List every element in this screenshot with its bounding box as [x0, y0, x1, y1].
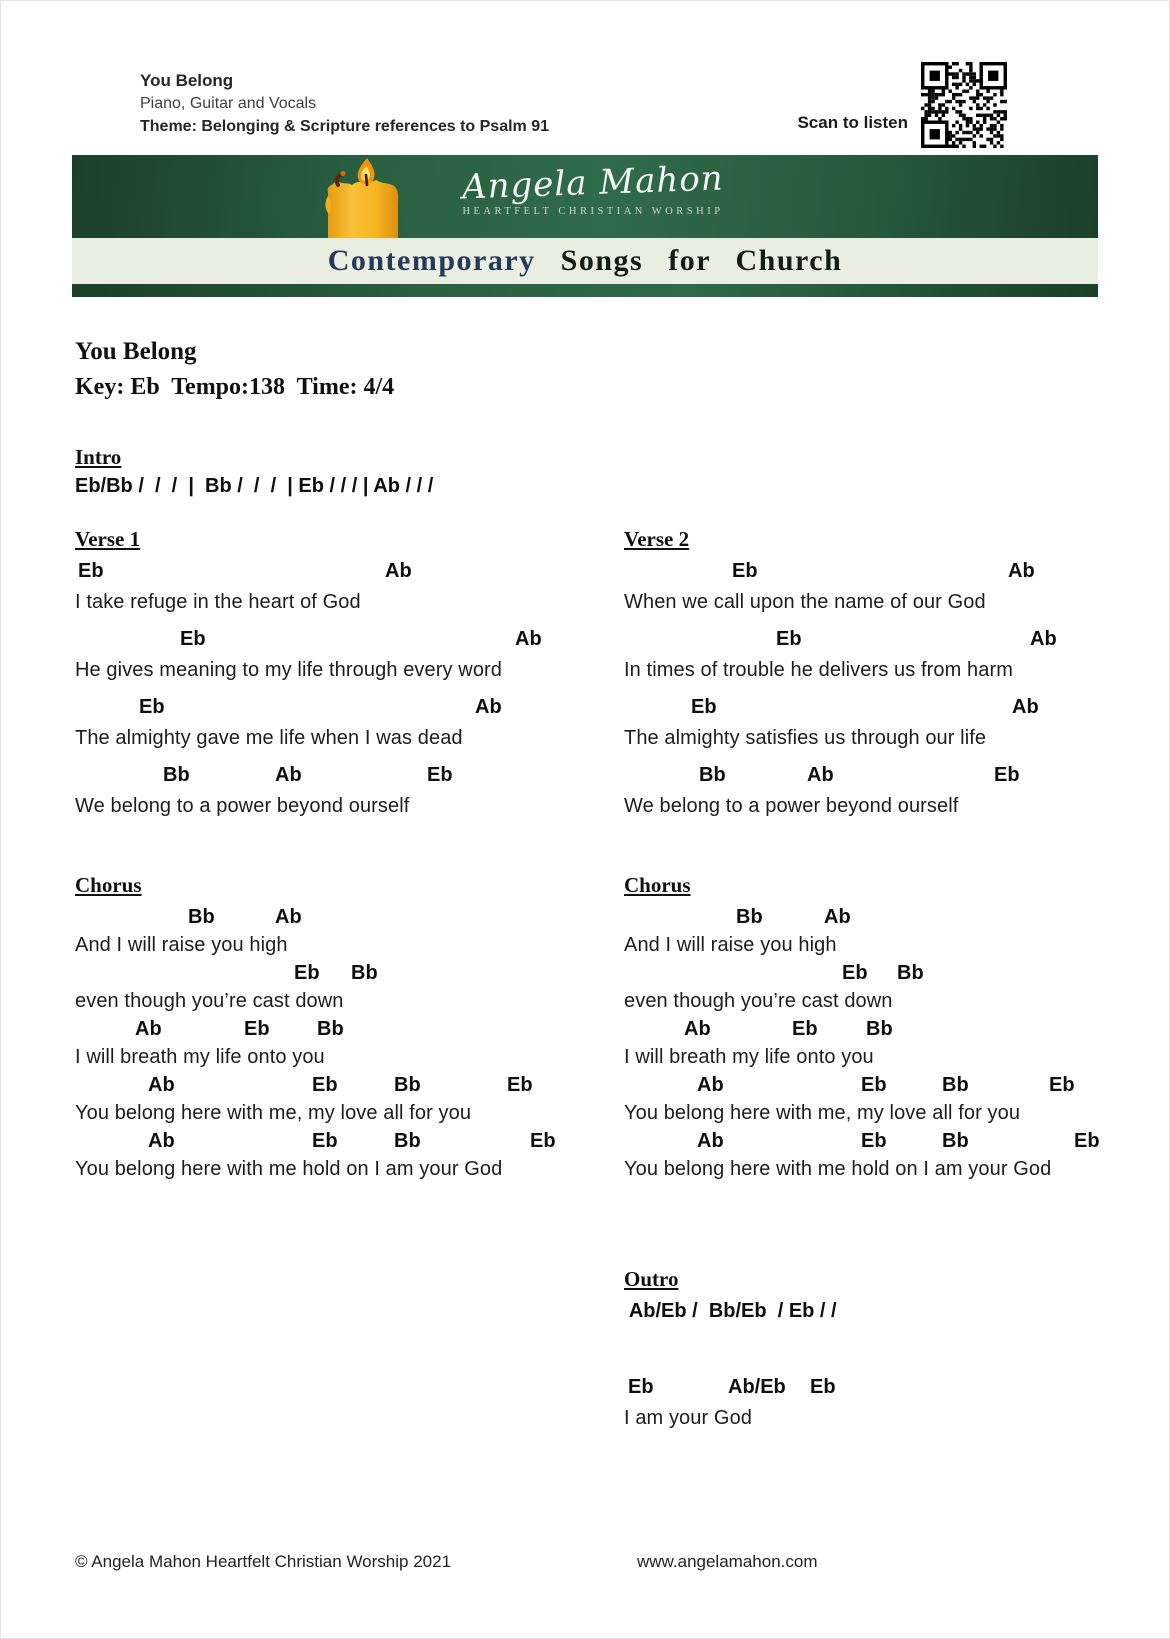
lyric-line: You belong here with me hold on I am your God: [75, 1158, 503, 1180]
chord-line: [75, 764, 575, 795]
lyric-line: I am your God: [624, 1407, 753, 1429]
chord: Ab: [475, 696, 502, 718]
chord: Ab: [275, 906, 302, 928]
chord: Bb: [188, 906, 215, 928]
chord: Eb: [861, 1074, 887, 1096]
chord: Ab/Eb: [728, 1376, 786, 1398]
chord: Eb: [312, 1130, 338, 1152]
chord: Eb: [139, 696, 165, 718]
lyric-line: even though you’re cast down: [75, 990, 344, 1012]
chord: Bb: [394, 1074, 421, 1096]
chord: Ab: [697, 1074, 724, 1096]
chord-line: [75, 1074, 575, 1102]
chord: Eb: [776, 628, 802, 650]
lyric-line: You belong here with me hold on I am your God: [624, 1158, 1052, 1180]
series-title-part2: Songs for Church: [560, 244, 843, 277]
qr-code: [921, 62, 1007, 148]
brand-block: [80, 158, 1106, 217]
chord-line: [624, 962, 1124, 990]
lyric-line: I will breath my life onto you: [75, 1046, 325, 1068]
scan-to-listen-label: Scan to listen: [797, 113, 908, 132]
chord: Ab: [807, 764, 834, 786]
banner-top-band: [72, 155, 1098, 238]
chord: Eb: [507, 1074, 533, 1096]
chord: Ab: [697, 1130, 724, 1152]
chord: Eb: [530, 1130, 556, 1152]
chord: Bb: [736, 906, 763, 928]
lyric-line: I will breath my life onto you: [624, 1046, 874, 1068]
chord: Bb: [942, 1130, 969, 1152]
chord: Ab: [275, 764, 302, 786]
chord: Eb: [294, 962, 320, 984]
chord: Eb: [1049, 1074, 1075, 1096]
lyric-line: And I will raise you high: [75, 934, 288, 956]
section-heading: Verse 1: [75, 527, 141, 551]
chord-line: [75, 1130, 575, 1158]
song-section: [624, 872, 1124, 1186]
chord-line: [75, 696, 575, 727]
chord: Bb: [897, 962, 924, 984]
footer-copyright: © Angela Mahon Heartfelt Christian Worship 2021: [75, 1552, 452, 1571]
chord: Eb: [842, 962, 868, 984]
chord: Eb: [861, 1130, 887, 1152]
chord: Eb: [78, 560, 104, 582]
chord: Ab: [515, 628, 542, 650]
intro-chord-line: Eb/Bb / / / | Bb / / / | Eb / / / | Ab / / /: [75, 475, 434, 497]
song-section: [624, 1266, 1124, 1444]
lyric-line: The almighty gave me life when I was dead: [75, 727, 463, 749]
lyric-line: even though you’re cast down: [624, 990, 893, 1012]
chord: Bb: [942, 1074, 969, 1096]
chord: Eb: [1074, 1130, 1100, 1152]
song-section: [75, 526, 575, 832]
meta-theme: Theme: Belonging & Scripture references to Psalm 91: [140, 118, 550, 135]
chord: Eb: [732, 560, 758, 582]
lyric-line: In times of trouble he delivers us from harm: [624, 659, 1013, 681]
chord: Ab: [684, 1018, 711, 1040]
chord: Bb: [163, 764, 190, 786]
footer-website: www.angelamahon.com: [637, 1552, 818, 1571]
chord-line: [624, 1074, 1124, 1102]
chord-line: [624, 560, 1124, 591]
chord: Ab: [824, 906, 851, 928]
chord: Ab: [1012, 696, 1039, 718]
chord-line: [624, 764, 1124, 795]
lyric-line: And I will raise you high: [624, 934, 837, 956]
lyric-line: When we call upon the name of our God: [624, 591, 986, 613]
section-heading: Verse 2: [624, 527, 690, 551]
chord: Ab: [1008, 560, 1035, 582]
section-heading: Chorus: [624, 873, 691, 897]
chord-line: [624, 628, 1124, 659]
section-heading: Chorus: [75, 873, 142, 897]
banner-bottom-strip: [72, 284, 1098, 297]
chord: Eb: [180, 628, 206, 650]
chord: Eb: [427, 764, 453, 786]
meta-instrumentation: Piano, Guitar and Vocals: [140, 95, 317, 112]
lyric-line: We belong to a power beyond ourself: [624, 795, 959, 817]
chord-line: [75, 628, 575, 659]
section-heading: Intro: [75, 445, 122, 469]
column-right: [624, 526, 1124, 1444]
chord-line: [75, 906, 575, 934]
chord: Eb: [244, 1018, 270, 1040]
chord-line: [624, 906, 1124, 934]
chord: Ab: [135, 1018, 162, 1040]
banner-light-band: [72, 238, 1098, 284]
series-title-part1: Contemporary: [327, 244, 561, 277]
brand-banner: [72, 155, 1098, 297]
lyric-line: He gives meaning to my life through every word: [75, 659, 503, 681]
column-left: [75, 526, 575, 1186]
chord-line: [624, 1376, 1124, 1407]
chord-line: [75, 1018, 575, 1046]
brand-tagline: HEARTFELT CHRISTIAN WORSHIP: [462, 206, 724, 217]
meta-song-title: You Belong: [140, 71, 234, 90]
song-title: You Belong: [75, 338, 197, 365]
chord: Eb: [792, 1018, 818, 1040]
chord-line: [75, 962, 575, 990]
chord: Ab: [385, 560, 412, 582]
chord: Bb: [699, 764, 726, 786]
chord-line: [624, 1130, 1124, 1158]
chord-line: [75, 560, 575, 591]
section-heading: Outro: [624, 1267, 679, 1291]
chord: Eb: [810, 1376, 836, 1398]
chord-line: [624, 1018, 1124, 1046]
lyric-line: I take refuge in the heart of God: [75, 591, 361, 613]
intro-section: [75, 444, 433, 498]
chord: Ab: [1030, 628, 1057, 650]
chord-run-line: Ab/Eb / Bb/Eb / Eb / /: [624, 1300, 837, 1322]
chord: Bb: [394, 1130, 421, 1152]
chord: Eb: [994, 764, 1020, 786]
lyric-line: You belong here with me, my love all for you: [75, 1102, 472, 1124]
spacer: [624, 1330, 1124, 1376]
chord: Bb: [351, 962, 378, 984]
lyric-line: The almighty satisfies us through our life: [624, 727, 987, 749]
brand-name-script: Angela Mahon: [461, 158, 725, 208]
song-section: [624, 526, 1124, 832]
chord-line: [624, 696, 1124, 727]
chord: Bb: [866, 1018, 893, 1040]
chord: Bb: [317, 1018, 344, 1040]
chord: Ab: [148, 1130, 175, 1152]
song-section: [75, 872, 575, 1186]
chord: Eb: [312, 1074, 338, 1096]
header-meta: [140, 70, 549, 137]
lyric-line: We belong to a power beyond ourself: [75, 795, 410, 817]
series-title: [328, 244, 843, 278]
song-key-tempo-time: Key: Eb Tempo:138 Time: 4/4: [75, 374, 395, 400]
chord: Eb: [691, 696, 717, 718]
chord: Ab: [148, 1074, 175, 1096]
chord: Eb: [628, 1376, 654, 1398]
lyric-line: You belong here with me, my love all for you: [624, 1102, 1021, 1124]
